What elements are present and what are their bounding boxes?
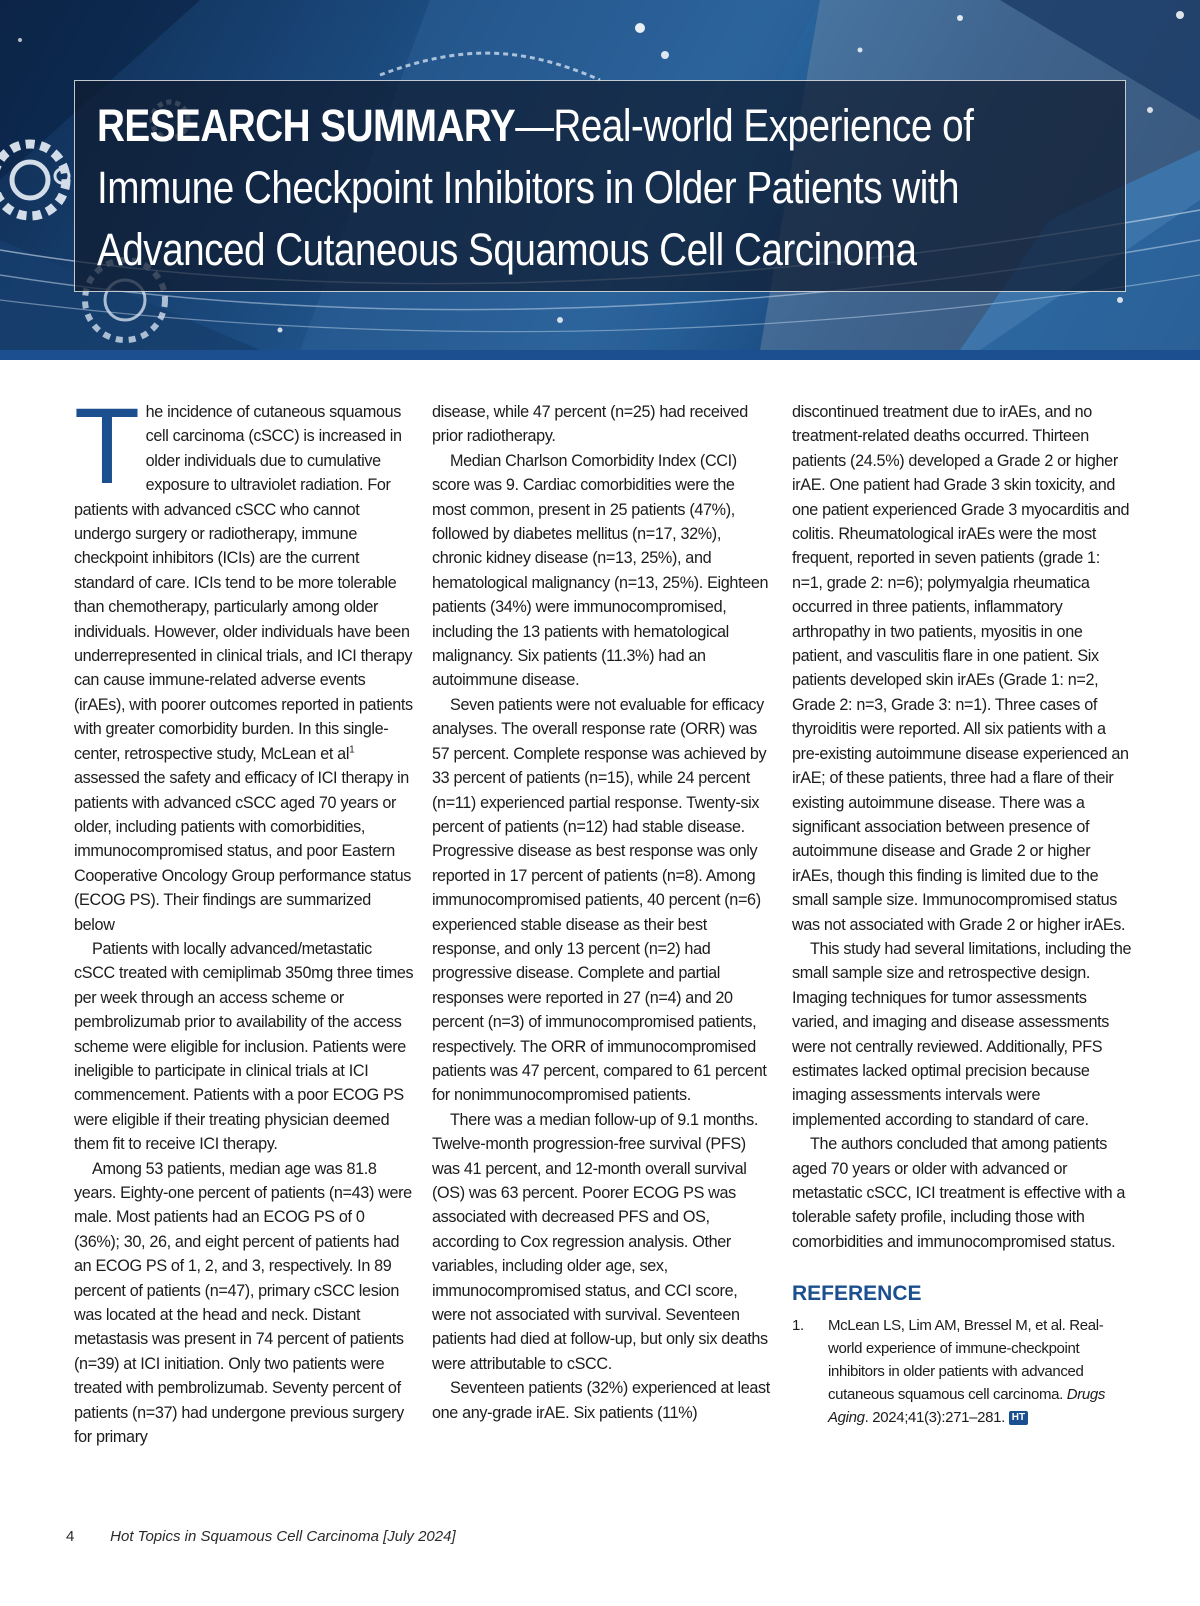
- paragraph: Seven patients were not evaluable for efficacy analyses. The overall response rate (ORR) was 57 percent. Complete response was achieved by 33 percent of patients (n=15), while 24 percent (n=11) experienced partial response. Twenty-six percent of patients (n=12) had stable disease. Progressive disease as best response was only reported in 17 percent of patients (n=8). Among immunocompromised patients, 40 percent (n=6) experienced stable disease as their best response, and only 13 percent (n=2) had progressive disease. Complete and partial responses were reported in 27 (n=4) and 20 percent (n=3) of immunocompromised patients, respectively. The ORR of immunocompromised patients was 47 percent, compared to 61 percent for nonimmunocompromised patients.: [432, 695, 767, 1105]
- intro-paragraph: [74, 385, 414, 937]
- paragraph: Median Charlson Comorbidity Index (CCI) score was 9. Cardiac comorbidities were the most common, present in 25 patients (47%), followed by diabetes mellitus (n=17, 32%), chronic kidney disease (n=13, 25%), and hematological malignancy (n=13, 25%). Eighteen patients (34%) were immunocompromised, including the 13 patients with hematological malignancy. Six patients (11.3%) had an autoimmune disease.: [432, 451, 769, 690]
- column-1: [74, 385, 414, 1449]
- reference-item: [792, 1314, 1132, 1429]
- page-footer: [66, 1528, 456, 1545]
- intro-text: he incidence of cutaneous squamous cell carcinoma (cSCC) is increased in older individuals due to cumulative exposure to ultraviolet radiation. For patients with advanced cSCC who cannot undergo surgery or radiotherapy, immune checkpoint inhibitors (ICIs) are the current standard of care. ICIs tend to be more tolerable than chemotherapy, particularly among older individuals. However, older individuals have been underrepresented in clinical trials, and ICI therapy can cause immune-related adverse events (irAEs), with poorer outcomes reported in patients with greater comorbidity burden. In this single-center, retrospective study, McLean et al: [74, 403, 413, 763]
- reference-journal: Drugs Aging: [828, 1386, 1105, 1427]
- citation-marker: 1: [349, 744, 355, 756]
- page-number: 4: [66, 1528, 75, 1545]
- reference-text: [828, 1314, 1132, 1429]
- reference-authors-title: McLean LS, Lim AM, Bressel M, et al. Real-world experience of immune-checkpoint inhibitors in older patients with advanced cutaneous squamous cell carcinoma.: [828, 1317, 1104, 1404]
- column-2: [432, 400, 772, 1425]
- title-label: RESEARCH SUMMARY: [97, 100, 516, 151]
- drop-cap: T: [74, 385, 140, 506]
- paragraph: The authors concluded that among patients aged 70 years or older with advanced or metastatic cSCC, ICI treatment is effective with a tolerable safety profile, including those with comorbidities and immunocompromised status.: [792, 1135, 1126, 1251]
- paragraph: Seventeen patients (32%) experienced at least one any-grade irAE. Six patients (11%): [432, 1379, 770, 1422]
- publication-name: Hot Topics in Squamous Cell Carcinoma [July 2024]: [110, 1528, 456, 1545]
- ht-badge: HT: [1009, 1411, 1028, 1425]
- title-subject: —Real-world Experience of Immune Checkpoint Inhibitors in Older Patients with Advanced Cutaneous Squamous Cell Carcinoma: [97, 100, 974, 275]
- reference-volume: . 2024;41(3):271–281.: [864, 1409, 1009, 1427]
- paragraph: This study had several limitations, including the small sample size and retrospective design. Imaging techniques for tumor assessments varied, and imaging and disease assessments were not centrally reviewed. Additionally, PFS estimates lacked optimal precision because imaging assessments intervals were implemented according to standard of care.: [792, 939, 1132, 1129]
- paragraph: disease, while 47 percent (n=25) had received prior radiotherapy.: [432, 403, 748, 446]
- paragraph: discontinued treatment due to irAEs, and no treatment-related deaths occurred. Thirteen patients (24.5%) developed a Grade 2 or higher irAE. One patient had Grade 3 skin toxicity, and one patient experienced Grade 3 myocarditis and colitis. Rheumatological irAEs were the most frequent, reported in seven patients (grade 1: n=1, grade 2: n=6); polymyalgia rheumatica occurred in three patients, inflammatory arthropathy in two patients, myositis in one patient, and vasculitis flare in one patient. Six patients developed skin irAEs (Grade 1: n=2, Grade 2: n=3, Grade 3: n=1). Three cases of thyroiditis were reported. All six patients with a pre-existing autoimmune disease experienced an irAE; of these patients, three had a flare of their existing autoimmune disease. There was a significant association between presence of autoimmune disease and Grade 2 or higher irAEs, though this finding is limited due to the small sample size. Immunocompromised status was not associated with Grade 2 or higher irAEs.: [792, 403, 1130, 934]
- header-banner: [0, 0, 1200, 350]
- reference-number: 1.: [792, 1317, 804, 1335]
- reference-heading: REFERENCE: [792, 1282, 922, 1306]
- intro-text-cont: assessed the safety and efficacy of ICI therapy in patients with advanced cSCC aged 70 years or older, including patients with comorbidities, immunocompromised status, and poor Eastern Cooperative Oncology Group performance status (ECOG PS). Their findings are summarized below: [74, 769, 411, 934]
- page-title: [97, 95, 1112, 281]
- title-box: [74, 80, 1126, 292]
- paragraph: Patients with locally advanced/metastatic cSCC treated with cemiplimab 350mg three times per week through an access scheme or pembrolizumab prior to availability of the access scheme were eligible for inclusion. Patients were ineligible to participate in clinical trials at ICI commencement. Patients with a poor ECOG PS were eligible if their treating physician deemed them fit to receive ICI therapy.: [74, 939, 414, 1154]
- column-3: [792, 400, 1132, 1429]
- paragraph: Among 53 patients, median age was 81.8 years. Eighty-one percent of patients (n=43) were male. Most patients had an ECOG PS of 0 (36%); 30, 26, and eight percent of patients had an ECOG PS of 1, 2, and 3, respectively. In 89 percent of patients (n=47), primary cSCC lesion was located at the head and neck. Distant metastasis was present in 74 percent of patients (n=39) at ICI initiation. Only two patients were treated with pembrolizumab. Seventy percent of patients (n=37) had undergone previous surgery for primary: [74, 1159, 412, 1447]
- banner-divider: [0, 350, 1200, 360]
- paragraph: There was a median follow-up of 9.1 months. Twelve-month progression-free survival (PFS) was 41 percent, and 12-month overall survival (OS) was 63 percent. Poorer ECOG PS was associated with decreased PFS and OS, according to Cox regression analysis. Other variables, including older age, sex, immunocompromised status, and CCI score, were not associated with survival. Seventeen patients had died at follow-up, but only six deaths were attributable to cSCC.: [432, 1110, 768, 1373]
